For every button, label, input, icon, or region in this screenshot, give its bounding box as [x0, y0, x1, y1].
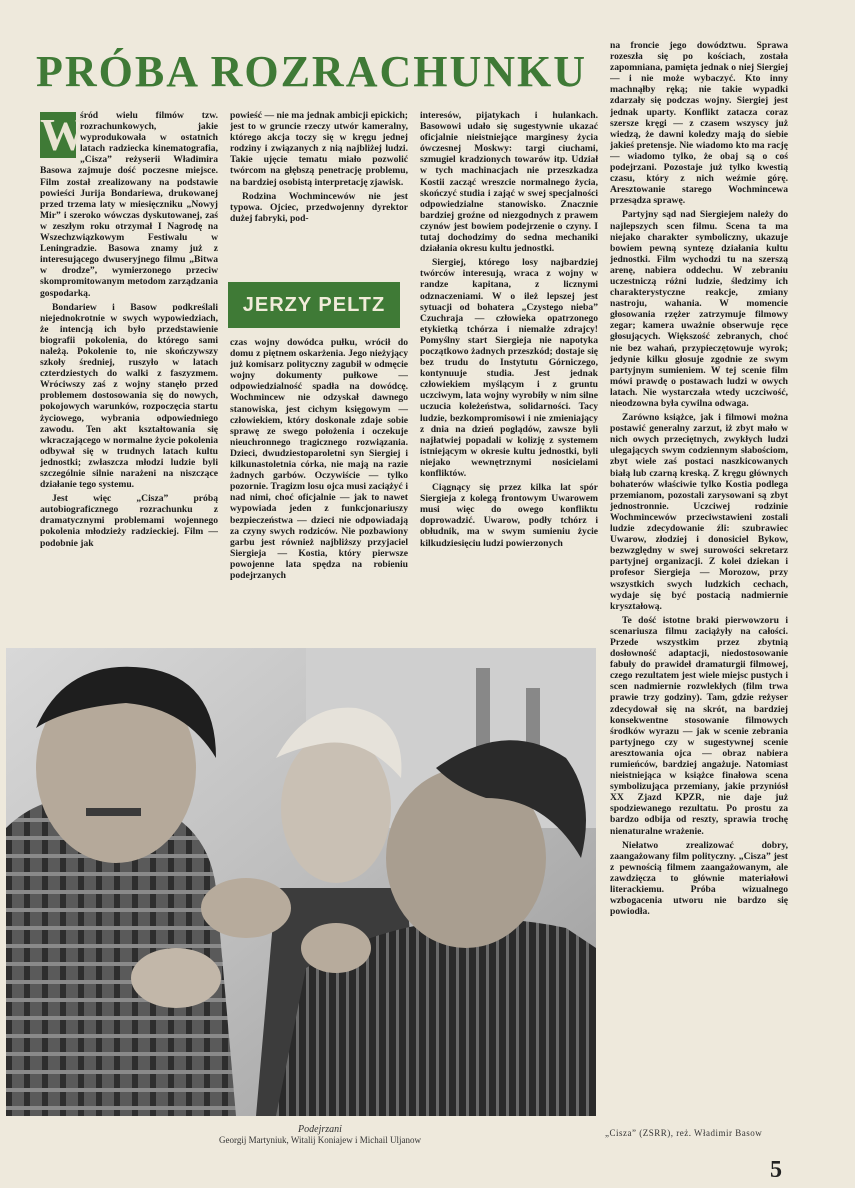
column-4: [610, 40, 788, 1100]
film-credit: „Cisza” (ZSRR), reż. Władimir Basow: [605, 1128, 763, 1138]
paragraph: Rodzina Wochmincewów nie jest typowa. Ojciec, przedwojenny dyrektor dużej fabryki, pod-: [230, 190, 408, 224]
paragraph: Partyjny sąd nad Siergiejem należy do najlepszych scen filmu. Scena ta ma niejako charakter symboliczny, ukazuje bowiem pewną syntezę działania kultu jednostki. Film wychodzi tu na szerszą arenę, nabiera oddechu. W zebraniu uczestniczą różni ludzie, śledzimy ich charakterystyczne reakcje, zmiany nastroju, wahania. W momencie głosowania rzężer zatrzymuje filmowy zegar; kamera uważnie obserwuje ręce głosujących. Większość zebranych, choć nie bez wahań, przypieczętowuje wyrok; jedynie kilku głosuje zgodnie ze swym partyjnym sumieniem. W tej scenie film mówi prawdę o postawach ludzi w owych latach. Nie wystarczała wtedy uczciwość, nieodzowna była cywilna odwaga.: [610, 209, 788, 409]
column-2-bottom: [230, 337, 408, 640]
film-still-photo: [6, 648, 596, 1116]
caption-title: Podejrzani: [298, 1124, 342, 1135]
paragraph: Zarówno książce, jak i filmowi można postawić generalny zarzut, iż zbyt mało w nich owych przeciętnych, zwykłych ludzi ulegających swym codziennym słabościom, zbyt wiele zaś postaci naszkicowanych białą lub czarną kreską. Z kręgu głównych bohaterów właściwie tylko Kostia podlega przemianom, pozostali zarysowani są zbyt jednostronnie. Uczciwej rodzinie Wochmincewów przeciwstawieni zostali ludzie zdecydowanie źli: szubrawiec Uwarow, złodziej i donosiciel Bykow, bezwzględny w swej surowości sekretarz partyjnej organizacji. Z kolei dziekan i profesor Siergieja — Morozow, przy wszystkich swych ludzkich cechach, wydaje się być postacią nadmiernie kryształową.: [610, 412, 788, 612]
article-title: PRÓBA ROZRACHUNKU: [36, 47, 588, 96]
film-still-illustration: [6, 648, 596, 1116]
paragraph: na froncie jego dowództwu. Sprawa rozeszła się po kościach, została zapomniana, pamięta jednak o niej Siergiej — i nie może wybaczyć. Kto inny machnąłby ręką; nie takie wypadki zdarzały się podczas wojny. Siergiej jest jednak uparty. Konflikt zatacza coraz szersze kręgi — z czasem wszyscy już wiedzą, że dawni koledzy mają do siebie jakieś pretensje. Nie wiadomo kto ma rację — wiadomo tylko, że obaj są o coś podejrzani. Pozostaje już tylko kwestią czasu, który z nich weźmie górę. Aresztowanie starego Wochmincewa przesądza sprawę.: [610, 40, 788, 207]
paragraph: Siergiej, którego losy najbardziej twórców interesują, wraca z wojny w randze kapitana, z licznymi odznaczeniami. W o ileż lepszej jest sytuacji od bohatera „Czystego nieba” Czuchraja — człowieka opatrzonego etykietką tchórza i niemalże zdrajcy! Pomyślny start Siergieja nie napotyka początkowo żadnych przeszkód; dostaje się bez trudu do Instytutu Górniczego, kontynuuje studia. Jest jednak człowiekiem myślącym i z gruntu uczciwym, lata wojny wyrobiły w nim silne uczucia koleżeństwa, solidarności. Tacy ludzie, bezkompromisowi i nie zmieniający z dnia na dzień poglądów, zawsze byli najłatwiej popadali w kolizję z systemem istniejącym w okresie kultu jednostki, byli niejako wewnętrznymi nosicielami konfliktów.: [420, 257, 598, 479]
paragraph: Te dość istotne braki pierwowzoru i scenariusza filmu zaciążyły na całości. Przede wszystkim przez zbytnią dosłowność adaptacji, niedostosowanie fabuły do prawideł dramaturgii filmowej, czego rezultatem jest wiele miejsc pustych i scen nadmiernie rozwlekłych (film trwa prawie trzy godziny). Tam, gdzie reżyser zdecydował się na skrót, na bardziej konsekwentne stosowanie filmowych środków wyrazu — jak w scenie zebrania partyjnego czy w sugestywnej scenie aresztowania ojca — obraz nabiera rumieńców, bardziej angażuje. Natomiast nieistniejąca w książce finałowa scena symbolizująca przemiany, jakie przyniósł XX Zjazd KPZR, nie daje już spodziewanego rezultatu. Po prostu za bardzo odbija od reszty, sprawia trochę nienaturalne wrażenie.: [610, 614, 788, 837]
photo-caption: [150, 1124, 490, 1146]
paragraph: Jest więc „Cisza” próbą autobiograficznego rozrachunku z dramatycznymi problemami wojennego pokolenia młodzieży radzieckiej. Film — podobnie jak: [40, 493, 218, 549]
caption-names: Georgij Martyniuk, Witalij Koniajew i Michail Uljanow: [218, 1135, 422, 1145]
paragraph: powieść — nie ma jednak ambicji epickich; jest to w gruncie rzeczy utwór kameralny, którego akcja toczy się w kręgu jednej rodziny i związanych z nią najbliżej ludzi. Takie ujęcie tematu miało pozwolić twórcom na głębszą penetrację problemu, na bardziej osobistą interpretację zjawisk.: [230, 110, 408, 188]
author-byline: JERZY PELTZ: [228, 282, 400, 328]
paragraph: Niełatwo zrealizować dobry, zaangażowany film polityczny. „Cisza” jest z pewnością filmem zaangażowanym, ale zawdzięcza to głównie materiałowi literackiemu. Próba wizualnego wzbogacenia utworu nie bardzo się powiodła.: [610, 839, 788, 918]
paragraph: Bondariew i Basow podkreślali niejednokrotnie w swych wypowiedziach, że intencją ich było przedstawienie biografii pokolenia, do którego sami należą. Pokolenie to, nie skończywszy szkoły średniej, ruszyło w latach czterdziestych do walki z faszyzmem. Wróciwszy zaś z wojny stanęło przed problemem dostosowania się do nowych, pokojowych warunków, rozpoczęcia startu życiowego, wybrania odpowiedniego zawodu. Ten akt kształtowania się wkraczającego w normalne życie pokolenia odbywał się w trudnych latach kultu jednostki; zwłaszcza młodzi ludzie byli szczególnie silnie narażeni na niszczące działanie tego systemu.: [40, 301, 218, 491]
column-1: [40, 110, 218, 640]
page-number: 5: [770, 1157, 782, 1183]
column-2-top: [230, 110, 408, 260]
paragraph: interesów, pijatykach i hulankach. Basowowi udało się sugestywnie ukazać oficjalnie nieistniejące marginesy życia ówczesnej Moskwy: targi ciuchami, szmugiel kradzionych towarów itp. Udział w tych machinacjach nie przeszkadza Kostii zacząć wreszcie normalnego życia, skończyć studia i zająć w swej specjalności odpowiedzialne stanowisko. Znacznie bardziej groźne od niezgodnych z prawem czynów jest bowiem podejrzenie o czyny. I tutaj dochodzimy do sedna mechaniki działania okresu kultu jednostki.: [420, 110, 598, 255]
paragraph: śród wielu filmów tzw. rozrachunkowych, jakie wyprodukowała w ostatnich latach radziecka kinematografia, „Cisza” reżyserii Władimira Basowa zajmuje dość poczesne miejsce. Film został zrealizowany na podstawie powieści Jurija Bondariewa, drukowanej przed trzema laty w miesięczniku „Nowyj Mir” i szeroko wówczas dyskutowanej, zaś w zeszłym roku otrzymał I Nagrodę na Wszechzwiązkowym Festiwalu w Leningradzie. Basowa znamy już z interesującego dwuseryjnego filmu „Bitwa w drodze”, wymierzonego przeciw skompromitowanym metodom zarządzania gospodarką.: [40, 110, 218, 299]
paragraph: czas wojny dowódca pułku, wrócił do domu z piętnem oskarżenia. Jego nieżyjący już komisarz polityczny zagubił w odmęcie wojny dokumenty pułkowe — odpowiedzialność spadła na dowódcę. Wochmincew nie odzyskał dawnego stanowiska, jest cichym księgowym — człowiekiem, który doskonale zdaje sobie sprawę ze swego położenia i oczekuje nieuchronnego tragicznego rozwiązania. Dzieci, dwudziestoparoletni syn Siergiej i kilkunastoletnia córka, nie mają na razie żadnych garbów. Oczywiście — tylko pozornie. Tragizm losu ojca musi zaciążyć i nad nimi, choć oficjalnie — jak to nawet wypowiada jeden z funkcjonariuszy bezpieczeństwa — dzieci nie odpowiadają za czyny swych rodziców. Nie pozbawiony garbu jest również najbliższy przyjaciel Siergieja — Kostia, który pierwsze powojenne lata spędza na robieniu podejrzanych: [230, 337, 408, 581]
paragraph: Ciągnący się przez kilka lat spór Siergieja z kolegą frontowym Uwarowem musi więc do owego konfliktu doprowadzić. Uwarow, podły tchórz i obłudnik, ma w swym sumieniu życie kilkudziesięciu ludzi powierzonych: [420, 482, 598, 549]
drop-cap: W: [40, 110, 86, 160]
column-3: [420, 110, 598, 640]
